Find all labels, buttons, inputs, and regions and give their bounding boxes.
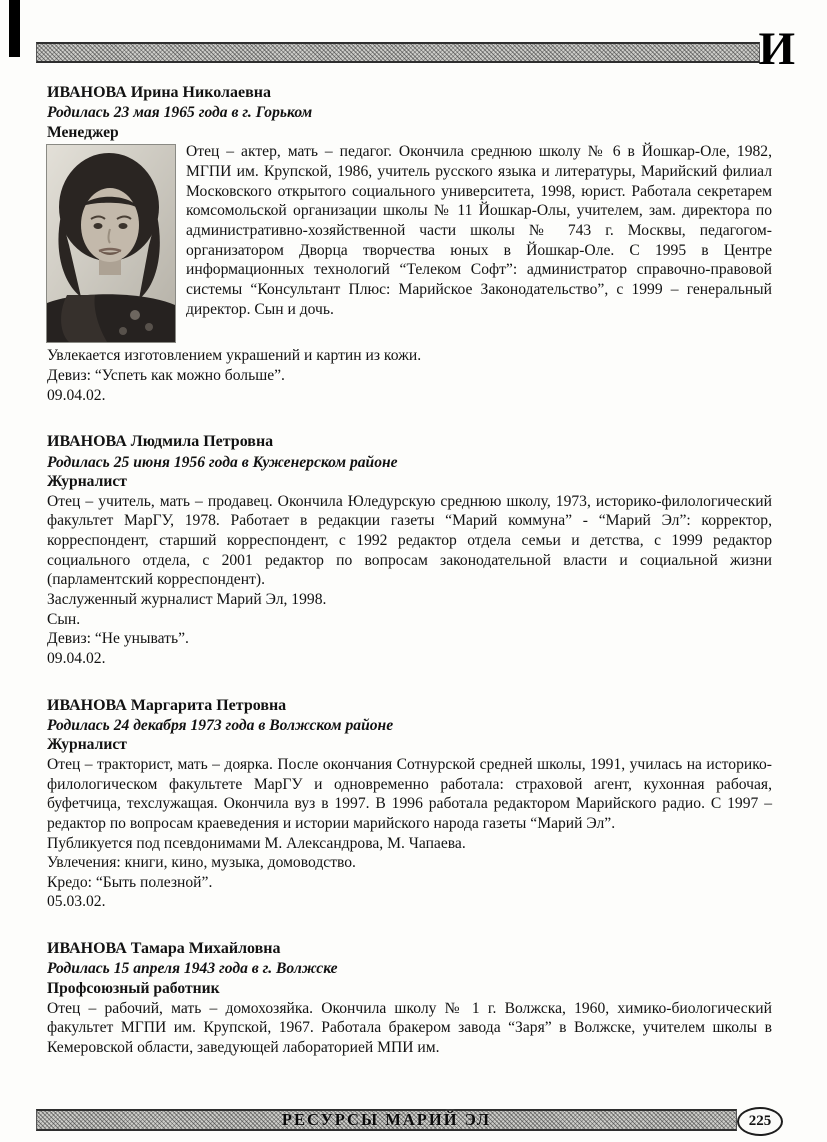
bio-line: Увлекается изготовлением украшений и картин из кожи.	[47, 347, 422, 365]
entry-born-line: Родилась 23 мая 1965 года в г. Горьком	[47, 104, 313, 122]
entry-born-line: Родилась 24 декабря 1973 года в Волжском районе	[47, 716, 394, 734]
bio-paragraph: Отец – рабочий, мать – домохозяйка. Окончила школу № 1 г. Волжска, 1960, химико-биологический факультет МГПИ им. Крупской, 1967. Работала бракером завода “Заря” в Волжске, учителем школы в Кемеровской области, заведующей лабораторией МПИ им.	[47, 999, 772, 1056]
bio-line: Заслуженный журналист Марий Эл, 1998.	[47, 591, 327, 608]
entry-name: ИВАНОВА Маргарита Петровна	[47, 696, 287, 714]
entry-occupation: Журналист	[47, 473, 127, 491]
entry-name: ИВАНОВА Ирина Николаевна	[47, 84, 271, 101]
entry-ivanova-lyudmila	[47, 432, 772, 668]
page-content	[47, 83, 772, 1084]
entry-body	[47, 755, 772, 912]
date-stamp: 05.03.02.	[47, 893, 106, 911]
portrait-photo-graphic	[47, 145, 175, 342]
bio-paragraph: Отец – актер, мать – педагог. Окончила среднюю школу № 6 в Йошкар-Оле, 1982, МГПИ им. Крупской, 1986, учитель русского языка и литературы, Марийский филиал Московского открытого социального университета, 1998, юрист. Работала секретарем комсомольской организации школы № 11 Йошкар-Олы, учителем, зам. директора по административно-хозяйственной части школы № 743 г. Москвы, педагогом-организатором Дворца творчества юных в Йошкар-Оле. С 1995 в Центре информационных технологий “Телеком Софт”: администратор справочно-правовой системы “Консультант Плюс: Марийское Законодательство”, с 1999 – генеральный директор. Сын и дочь.	[186, 143, 772, 318]
bio-paragraph: Отец – тракторист, мать – доярка. После окончания Сотнурской средней школы, 1991, училась на историко-филологическом факультете МарГУ и одновременно работала: страховой агент, кухонная рабочая, буфетчица, техслужащая. Окончила вуз в 1997. В 1996 работала редактором Марийского радио. С 1997 – редактор по вопросам краеведения и истории марийского народа газеты “Марий Эл”.	[47, 756, 772, 832]
bio-line: Сын.	[47, 610, 81, 628]
page-number	[737, 1107, 783, 1136]
entry-body	[47, 999, 772, 1058]
entry-name: ИВАНОВА Людмила Петровна	[47, 433, 274, 451]
footer-title: РЕСУРСЫ МАРИЙ ЭЛ	[281, 1110, 492, 1129]
corner-mark	[9, 0, 20, 57]
entry-occupation: Журналист	[47, 736, 127, 754]
page-number-value: 225	[748, 1113, 772, 1129]
entry-ivanova-tamara	[47, 939, 772, 1057]
entry-body	[47, 142, 772, 405]
date-stamp: 09.04.02.	[47, 649, 106, 667]
motto-line: Кредо: “Быть полезной”.	[47, 873, 213, 891]
entry-born-line: Родилась 15 апреля 1943 года в г. Волжске	[47, 960, 338, 978]
motto-line: Девиз: “Успеть как можно больше”.	[47, 367, 285, 385]
entry-ivanova-irina	[47, 83, 772, 405]
bio-paragraph: Отец – учитель, мать – продавец. Окончила Юледурскую среднюю школу, 1973, историко-филологический факультет МарГУ, 1978. Работает в редакции газеты “Марий коммуна” - “Марий Эл”: корректор, корреспондент, старший корреспондент, с 1992 редактор отдела семьи и детства, с 1999 редактор социального отдела, с 2001 редактор по вопросам законодательной власти и социальной жизни (парламентский корреспондент).	[47, 492, 772, 589]
entry-occupation: Профсоюзный работник	[47, 979, 220, 997]
entry-born-line: Родилась 25 июня 1956 года в Куженерском районе	[47, 453, 398, 471]
date-stamp: 09.04.02.	[47, 386, 106, 404]
entry-ivanova-margarita	[47, 696, 772, 913]
bio-line: Публикуется под псевдонимами М. Александрова, М. Чапаева.	[47, 834, 466, 852]
bio-line: Увлечения: книги, кино, музыка, домоводство.	[47, 854, 356, 872]
bottom-banner	[36, 1109, 737, 1131]
entry-body	[47, 492, 772, 669]
section-letter: И	[758, 23, 795, 75]
entry-name: ИВАНОВА Тамара Михайловна	[47, 940, 281, 958]
portrait-photo	[47, 145, 175, 342]
top-banner	[36, 42, 760, 63]
entry-occupation: Менеджер	[47, 123, 119, 141]
motto-line: Девиз: “Не унывать”.	[47, 630, 189, 648]
page-footer	[36, 1107, 797, 1135]
